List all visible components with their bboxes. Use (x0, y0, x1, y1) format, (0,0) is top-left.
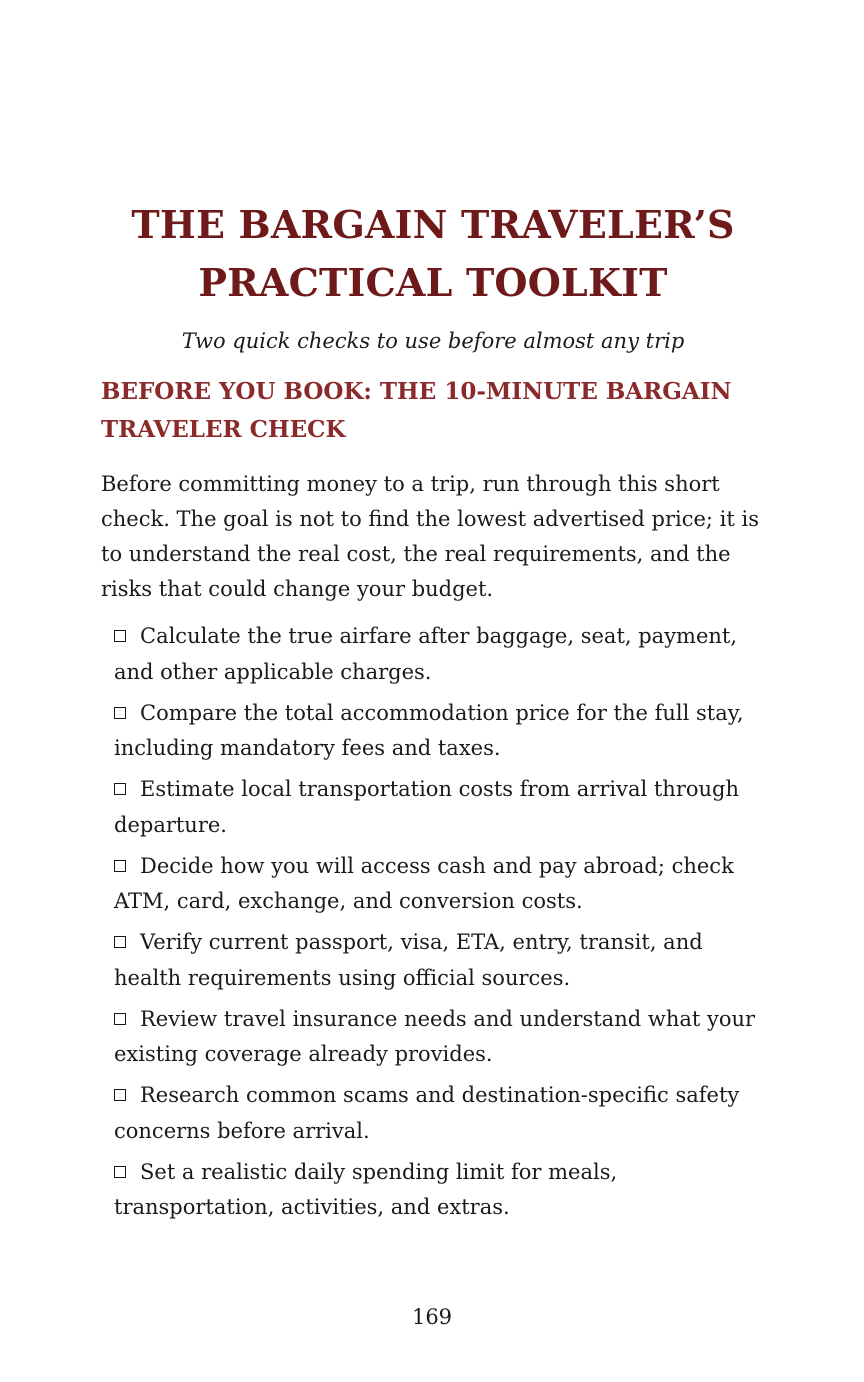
checklist-item-text: Estimate local transportation costs from arrival through departure. (114, 777, 739, 837)
checklist-item-text: Decide how you will access cash and pay abroad; check ATM, card, exchange, and conversion costs. (114, 853, 734, 913)
checkbox-icon (114, 1013, 126, 1025)
checklist-item (114, 696, 765, 767)
title-line-1: THE BARGAIN TRAVELER’S (131, 202, 735, 247)
intro-paragraph: Before committing money to a trip, run through this short check. The goal is not to find the lowest advertised price; it is to understand the real cost, the real requirements, and the risks that could change your budget. (101, 472, 759, 601)
checklist-item-text: Calculate the true airfare after baggage, seat, payment, and other applicable charges. (114, 624, 738, 684)
checkbox-icon (114, 630, 126, 642)
checklist-item (114, 772, 765, 843)
checkbox-icon (114, 1089, 126, 1101)
checkbox-icon (114, 860, 126, 872)
checklist-item-text: Set a realistic daily spending limit for meals, transportation, activities, and extras. (114, 1159, 618, 1219)
page-content (101, 196, 765, 1231)
checklist-item-text: Research common scams and destination-specific safety concerns before arrival. (114, 1083, 740, 1143)
checklist-item (114, 1078, 765, 1149)
checklist (101, 619, 765, 1226)
checklist-item (114, 619, 765, 690)
subtitle: Two quick checks to use before almost any trip (181, 329, 685, 353)
checklist-item (114, 1002, 765, 1073)
checkbox-icon (114, 936, 126, 948)
checkbox-icon (114, 783, 126, 795)
section-heading-line-2: TRAVELER CHECK (101, 416, 346, 443)
checklist-item (114, 925, 765, 996)
checklist-item-text: Verify current passport, visa, ETA, entry, transit, and health requirements using official sources. (114, 930, 703, 990)
page-number: 169 (411, 1305, 453, 1329)
checklist-item-text: Compare the total accommodation price for the full stay, including mandatory fees and taxes. (114, 700, 744, 760)
page-title (101, 196, 765, 312)
checklist-item (114, 1155, 765, 1226)
checklist-item-text: Review travel insurance needs and understand what your existing coverage already provides. (114, 1006, 756, 1066)
checklist-item (114, 849, 765, 920)
section-heading (101, 373, 765, 449)
checkbox-icon (114, 1166, 126, 1178)
section-heading-line-1: BEFORE YOU BOOK: THE 10-MINUTE BARGAIN (101, 378, 732, 405)
checkbox-icon (114, 707, 126, 719)
title-line-2: PRACTICAL TOOLKIT (198, 260, 668, 305)
